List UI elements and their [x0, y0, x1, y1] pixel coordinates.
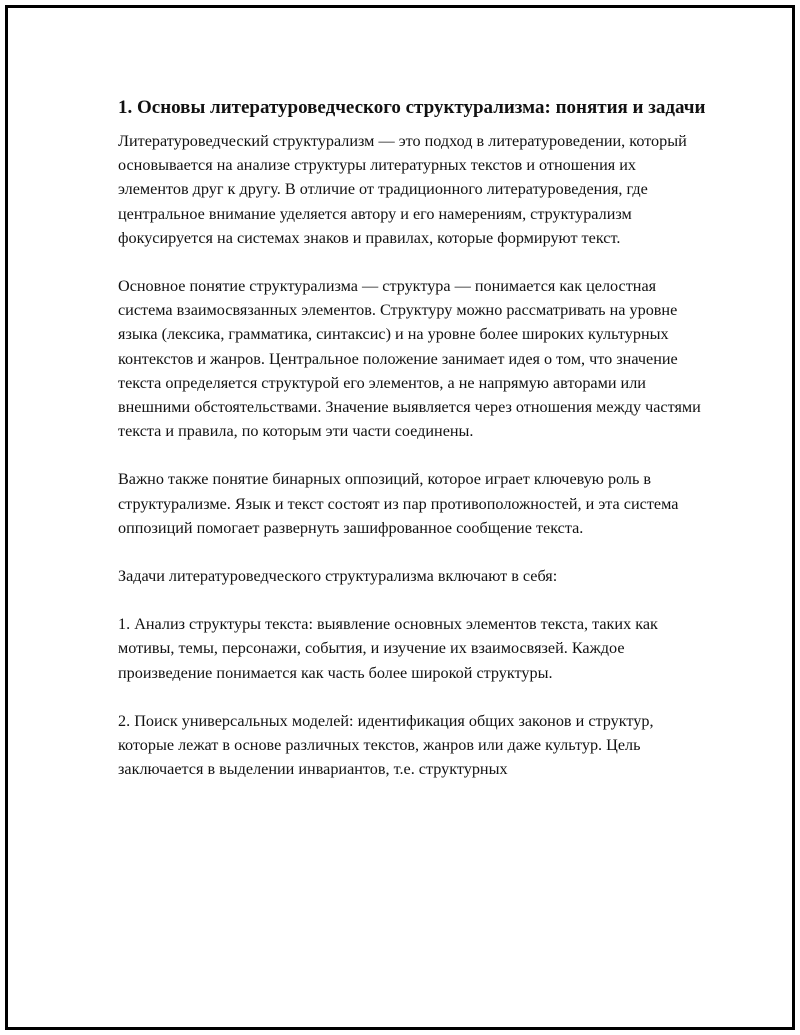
paragraph-tasks-intro: Задачи литературоведческого структурализма включают в себя: — [118, 567, 558, 586]
document-body — [118, 95, 708, 805]
section-title: 1. Основы литературоведческого структурализма: понятия и задачи — [118, 97, 706, 118]
paragraph-binary-oppositions: Важно также понятие бинарных оппозиций, которое играет ключевую роль в структурализме. Язык и текст состоят из пар противоположностей, и эта система оппозиций помогает развернуть зашифрованное сообщение текста. — [118, 470, 679, 537]
paragraph-task-1: 1. Анализ структуры текста: выявление основных элементов текста, таких как мотивы, темы, персонажи, события, и изучение их взаимосвязей. Каждое произведение понимается как часть более широкой структуры. — [118, 615, 658, 682]
paragraph-intro: Литературоведческий структурализм — это подход в литературоведении, который основывается на анализе структуры литературных текстов и отношения их элементов друг к другу. В отличие от традиционного литературоведения, где центральное внимание уделяется автору и его намерениям, структурализм фокусируется на системах знаков и правилах, которые формируют текст. — [118, 132, 687, 247]
paragraph-structure: Основное понятие структурализма — структура — понимается как целостная система взаимосвязанных элементов. Структуру можно рассматривать на уровне языка (лексика, грамматика, синтаксис) и на уровне более широких культурных контекстов и жанров. Центральное положение занимает идея о том, что значение текста определяется структурой его элементов, а не напрямую авторами или внешними обстоятельствами. Значение выявляется через отношения между частями текста и правила, по которым эти части соединены. — [118, 277, 701, 441]
page-frame — [5, 5, 795, 1030]
paragraph-task-2: 2. Поиск универсальных моделей: идентификация общих законов и структур, которые лежат в основе различных текстов, жанров или даже культур. Цель заключается в выделении инвариантов, т.е. структурных — [118, 711, 654, 779]
